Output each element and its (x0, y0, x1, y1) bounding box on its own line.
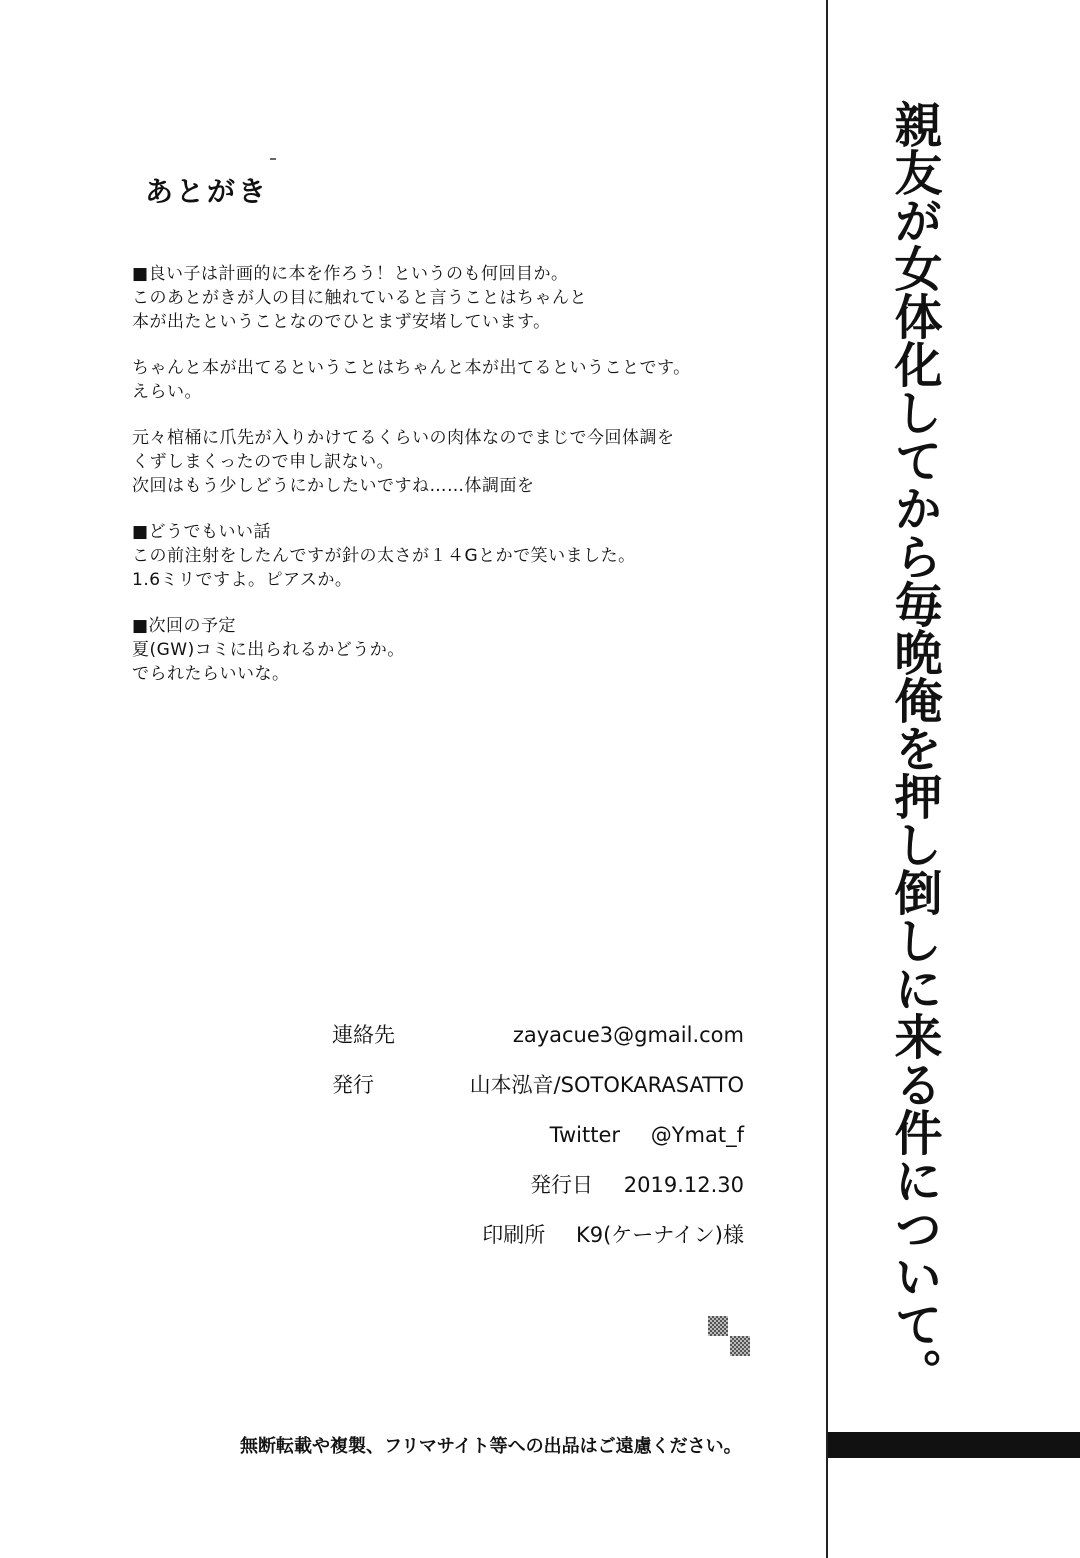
afterword-line: このあとがきが人の目に触れていると言うことはちゃんと (132, 288, 587, 308)
afterword-line: ■どうでもいい話 (132, 522, 272, 542)
twitter-label: Twitter (549, 1123, 621, 1147)
afterword-line: 次回はもう少しどうにかしたいですね……体調面を (132, 476, 535, 496)
publisher-label: 発行 (332, 1073, 374, 1097)
colophon-contact-row (320, 1018, 744, 1068)
afterword-paragraph (132, 426, 772, 498)
afterword-line: ■良い子は計画的に本を作ろう！というのも何回目か。 (132, 264, 569, 284)
date-value: 2019.12.30 (623, 1173, 744, 1197)
afterword-paragraph (132, 356, 772, 404)
afterword-body (132, 262, 772, 708)
book-title-vertical: 親友が女体化してから毎晩俺を押し倒しに来る件について。 (886, 100, 942, 1396)
afterword-paragraph (132, 520, 772, 592)
twitter-handle: @Ymat_f (650, 1123, 744, 1147)
publisher-value: 山本泓音/SOTOKARASATTO (469, 1073, 744, 1097)
contact-label: 連絡先 (332, 1023, 395, 1047)
heading-mark (270, 158, 276, 160)
spine-bar (828, 1432, 1080, 1458)
afterword-line: 元々棺桶に爪先が入りかけてるくらいの肉体なのでまじで今回体調を (132, 428, 675, 448)
date-label: 発行日 (530, 1173, 594, 1197)
afterword-line: 本が出たということなのでひとまず安堵しています。 (132, 312, 551, 332)
afterword-line: 夏(GW)コミに出られるかどうか。 (132, 640, 405, 660)
colophon-printer-row (320, 1218, 744, 1268)
afterword-line: くずしまくったので申し訳ない。 (132, 452, 395, 472)
colophon-publisher-row (320, 1068, 744, 1118)
afterword-line: この前注射をしたんですが針の太さが１４Gとかで笑いました。 (132, 546, 636, 566)
colophon-twitter-row (320, 1118, 744, 1168)
afterword-line: えらい。 (132, 382, 202, 402)
afterword-line: 1.6ミリですよ。ピアスか。 (132, 570, 353, 590)
printer-value: K9(ケーナイン)様 (575, 1223, 744, 1247)
colophon-date-row (320, 1168, 744, 1218)
checker-square-icon (708, 1316, 728, 1336)
afterword-heading: あとがき (145, 175, 270, 208)
copyright-notice: 無断転載や複製、フリマサイト等への出品はご遠慮ください。 (240, 1436, 742, 1457)
checker-square-icon (730, 1336, 750, 1356)
contact-email: zayacue3@gmail.com (512, 1023, 744, 1047)
afterword-paragraph (132, 614, 772, 686)
afterword-line: でられたらいいな。 (132, 664, 290, 684)
afterword-line: ちゃんと本が出てるということはちゃんと本が出てるということです。 (132, 358, 691, 378)
spine-divider (826, 0, 828, 1558)
printer-label: 印刷所 (482, 1223, 546, 1247)
afterword-paragraph (132, 262, 772, 334)
afterword-line: ■次回の予定 (132, 616, 237, 636)
colophon (320, 1018, 744, 1268)
